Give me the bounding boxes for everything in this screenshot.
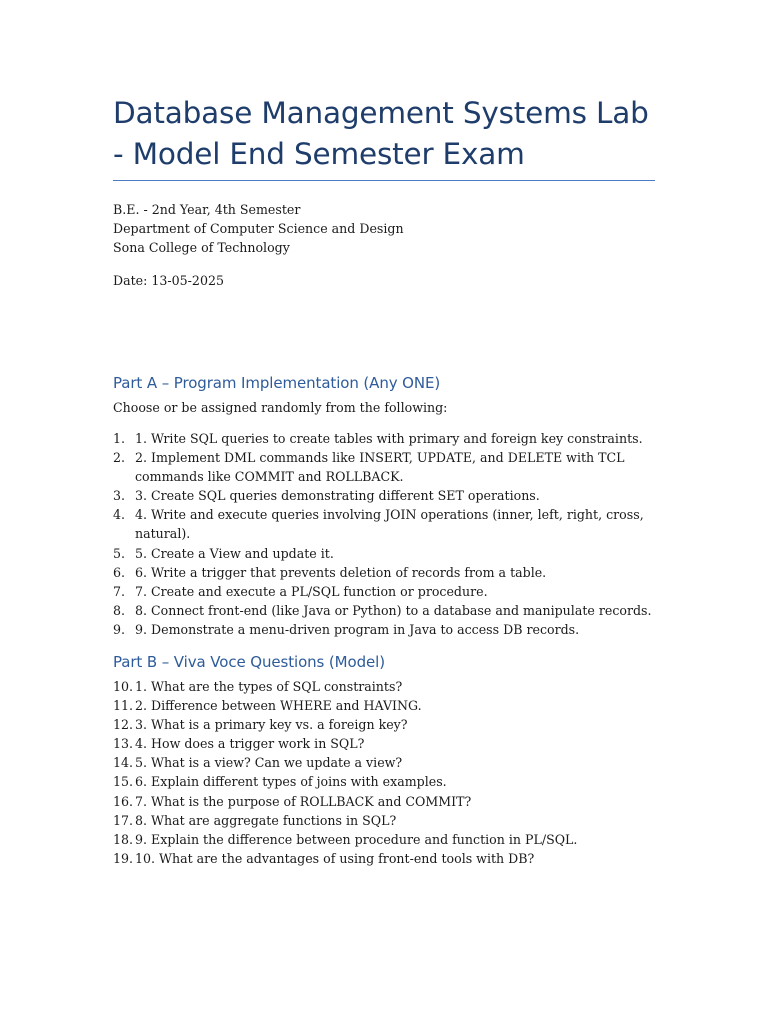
- list-item-number: 14.: [113, 755, 134, 771]
- course-year-line: B.E. - 2nd Year, 4th Semester: [113, 202, 301, 217]
- list-item-number: 18.: [113, 831, 134, 847]
- list-item: [113, 486, 658, 505]
- list-item: [113, 601, 658, 620]
- list-item-number: 6.: [113, 564, 126, 580]
- list-item-text: 4. Write and execute queries involving JOIN operations (inner, left, right, cross, natural).: [135, 507, 644, 542]
- list-item-number: 15.: [113, 774, 134, 790]
- list-item-text: 10. What are the advantages of using front-end tools with DB?: [135, 850, 535, 866]
- list-item: [113, 505, 658, 543]
- exam-date: Date: 13-05-2025: [113, 273, 224, 288]
- college-line: Sona College of Technology: [113, 240, 290, 256]
- list-item: [113, 620, 658, 639]
- list-item-text: 6. Explain different types of joins with examples.: [135, 774, 447, 790]
- list-item-text: 5. Create a View and update it.: [135, 545, 334, 561]
- list-item: [113, 811, 658, 830]
- part-b-heading: Part B – Viva Voce Questions (Model): [113, 653, 385, 671]
- list-item-number: 4.: [113, 507, 126, 523]
- list-item-text: 6. Write a trigger that prevents deletion of records from a table.: [135, 564, 547, 580]
- list-item-text: 3. Create SQL queries demonstrating different SET operations.: [135, 488, 540, 504]
- list-item-number: 11.: [113, 698, 134, 714]
- list-item: [113, 544, 658, 563]
- list-item-number: 9.: [113, 621, 126, 637]
- list-item-number: 16.: [113, 793, 134, 809]
- list-item: [113, 849, 658, 868]
- list-item: [113, 563, 658, 582]
- list-item: [113, 772, 658, 791]
- list-item-number: 17.: [113, 812, 134, 828]
- list-item: [113, 734, 658, 753]
- list-item-text: 7. What is the purpose of ROLLBACK and COMMIT?: [135, 793, 472, 809]
- list-item-number: 3.: [113, 488, 126, 504]
- list-item: [113, 429, 658, 448]
- list-item-number: 19.: [113, 850, 134, 866]
- course-info: [113, 200, 404, 258]
- list-item-number: 13.: [113, 736, 134, 752]
- list-item-number: 10.: [113, 679, 134, 694]
- list-item-text: 8. What are aggregate functions in SQL?: [135, 812, 397, 828]
- list-item-text: 2. Difference between WHERE and HAVING.: [135, 698, 422, 714]
- list-item-text: 3. What is a primary key vs. a foreign key?: [135, 717, 408, 733]
- list-item-number: 7.: [113, 583, 126, 599]
- list-item-number: 1.: [113, 431, 126, 446]
- list-item-number: 12.: [113, 717, 134, 733]
- list-item-text: 4. How does a trigger work in SQL?: [135, 736, 365, 752]
- list-item: [113, 753, 658, 772]
- list-item-text: 7. Create and execute a PL/SQL function or procedure.: [135, 583, 488, 599]
- list-item-text: 9. Explain the difference between procedure and function in PL/SQL.: [135, 831, 578, 847]
- list-item-text: 8. Connect front-end (like Java or Python) to a database and manipulate records.: [135, 602, 652, 618]
- list-item: [113, 830, 658, 849]
- part-a-list: [113, 429, 658, 639]
- title-underline-rule: [113, 180, 655, 181]
- part-a-heading: Part A – Program Implementation (Any ONE): [113, 374, 441, 392]
- list-item: [113, 582, 658, 601]
- list-item-text: 9. Demonstrate a menu-driven program in Java to access DB records.: [135, 621, 580, 637]
- list-item-number: 2.: [113, 450, 126, 466]
- list-item: [113, 448, 658, 486]
- part-b-list: [113, 677, 658, 868]
- list-item: [113, 696, 658, 715]
- list-item-text: 5. What is a view? Can we update a view?: [135, 755, 403, 771]
- list-item-number: 5.: [113, 545, 126, 561]
- department-line: Department of Computer Science and Design: [113, 221, 404, 237]
- list-item: [113, 792, 658, 811]
- list-item: [113, 677, 658, 696]
- list-item: [113, 715, 658, 734]
- list-item-text: 1. What are the types of SQL constraints?: [135, 679, 403, 694]
- part-a-intro: Choose or be assigned randomly from the following:: [113, 400, 448, 415]
- list-item-text: 1. Write SQL queries to create tables with primary and foreign key constraints.: [135, 431, 643, 446]
- document-title: Database Management Systems Lab - Model End Semester Exam: [113, 96, 649, 171]
- list-item-text: 2. Implement DML commands like INSERT, UPDATE, and DELETE with TCL commands like COMMIT and ROLLBACK.: [135, 450, 625, 485]
- list-item-number: 8.: [113, 602, 126, 618]
